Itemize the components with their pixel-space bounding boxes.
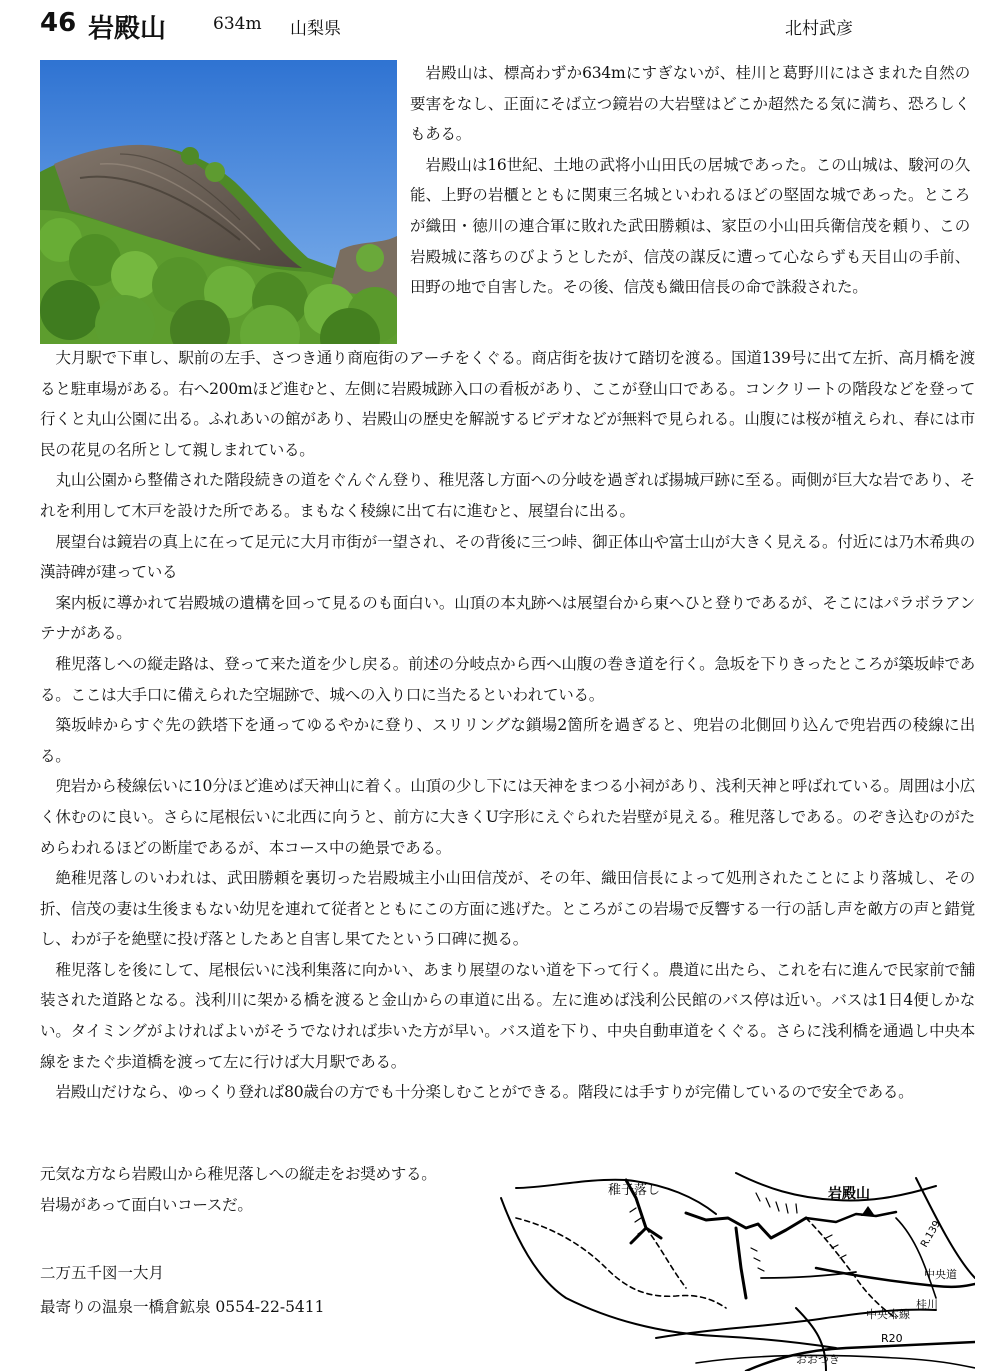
body-paragraph: 岩殿山だけなら、ゆっくり登れば80歳台の方でも十分楽しむことができる。階段には手すりが完備しているので安全である。: [55, 1083, 914, 1102]
map-label-iwadono: 岩殿山: [828, 1186, 870, 1202]
page-header: [40, 8, 960, 48]
intro-text: [410, 58, 970, 303]
closing-line: 元気な方なら岩殿山から稚児落しへの縦走をお奨めする。: [40, 1165, 437, 1183]
body-paragraph: 稚児落しを後にして、尾根伝いに浅利集落に向かい、あまり展望のない道を下って行く。農道に出たら、これを右に進んで民家前で舗装された道路となる。浅利川に架かる橋を渡ると金山からの車道に出る。左に進めば浅利公民館のバス停は近い。バスは1日4便しかない。タイミングがよければよいがそうでなければ歩いた方が早い。バス道を下り、中央自動車道をくぐる。さらに浅利橋を通過し中央本線をまたぐ歩道橋を渡って左に行けば大月駅である。: [40, 960, 975, 1071]
course-number: 46: [40, 8, 77, 38]
map-label-otsuki: おおつき: [796, 1353, 840, 1366]
closing-line: 岩場があって面白いコースだ。: [40, 1195, 253, 1214]
intro-paragraph: 岩殿山は16世紀、土地の武将小山田氏の居城であった。この山城は、駿河の久能、上野の岩櫃とともに関東三名城といわれるほどの堅固な城であった。ところが織田・徳川の連合軍に敗れた武田勝頼は、家臣の小山田兵衛信茂を頼り、この岩殿城に落ちのびようとしたが、信茂の謀反に遭って心ならずも天目山の手前、田野の地で自害した。その後、信茂も織田信長の命で誅殺された。: [410, 155, 970, 297]
body-paragraph: 兜岩から稜線伝いに10分ほど進めば天神山に着く。山頂の少し下には天神をまつる小祠があり、浅利天神と呼ばれている。周囲は小広く休むのに良い。さらに尾根伝いに北西に向うと、前方に大きくU字形にえぐられた岩壁が見える。稚児落しである。のぞき込むのがためらわれるほどの断崖であるが、本コース中の絶景である。: [40, 777, 975, 857]
prefecture: 山梨県: [290, 19, 341, 39]
map-label-katsura: 桂川: [916, 1298, 938, 1311]
map-label-r139: R.139: [919, 1219, 944, 1250]
intro-paragraph: 岩殿山は、標高わずか634mにすぎないが、桂川と葛野川にはさまれた自然の要害をなし、正面にそば立つ鏡岩の大岩壁はどこか超然たる気に満ち、恐ろしくもある。: [410, 64, 970, 144]
map-label-r20: R20: [881, 1332, 903, 1345]
reference-info: [40, 1256, 325, 1324]
body-paragraph: 案内板に導かれて岩殿城の遺構を回って見るのも面白い。山頂の本丸跡へは展望台から東へひと登りであるが、そこにはパラボラアンテナがある。: [40, 593, 975, 643]
mountain-photo: [40, 60, 397, 344]
map-sheet: 二万五千図一大月: [40, 1264, 165, 1282]
route-map: [496, 1158, 975, 1371]
body-paragraph: 大月駅で下車し、駅前の左手、さつき通り商庖街のアーチをくぐる。商店街を抜けて踏切を渡る。国道139号に出て左折、高月橋を渡ると駐車場がある。右へ200mほど進むと、左側に岩殿城跡入口の看板があり、ここが登山口である。コンクリートの階段などを登って行くと丸山公園に出る。ふれあいの館があり、岩殿山の歴史を解説するビデオなどが無料で見られる。山腹には桜が植えられ、春には市民の花見の名所として親しまれている。: [40, 349, 975, 459]
body-paragraph: 絶稚児落しのいわれは、武田勝頼を裏切った岩殿城主小山田信茂が、その年、織田信長によって処刑されたことにより落城し、その折、信茂の妻は生後まもない幼児を連れて従者とともにこの方面に逃げた。ところがこの岩場で反響する一行の話し声を敵方の声と錯覚し、わが子を絶壁に投げ落としたあと自害し果てたという口碑に拠る。: [40, 869, 975, 949]
nearest-onsen: 最寄りの温泉一橋倉鉱泉 0554-22-5411: [40, 1298, 325, 1316]
body-paragraph: 展望台は鏡岩の真上に在って足元に大月市街が一望され、その背後に三つ峠、御正体山や富士山が大きく見える。付近には乃木希典の漢詩碑が建っている: [40, 532, 975, 582]
main-text: [40, 343, 975, 1108]
closing-text: [40, 1159, 480, 1220]
map-label-chigo: 稚子落し: [608, 1183, 661, 1198]
body-paragraph: 稚児落しへの縦走路は、登って来た道を少し戻る。前述の分岐点から西へ山腹の巻き道を行く。急坂を下りきったところが築坂峠である。ここは大手口に備えられた空堀跡で、城への入り口に当たるといわれている。: [40, 654, 975, 704]
body-paragraph: 築坂峠からすぐ先の鉄塔下を通ってゆるやかに登り、スリリングな鎖場2箇所を過ぎると、兜岩の北側回り込んで兜岩西の稜線に出る。: [40, 716, 975, 765]
author-name: 北村武彦: [785, 19, 853, 39]
mountain-name: 岩殿山: [88, 14, 167, 44]
map-label-chuo-sen: 中央本線: [866, 1308, 910, 1321]
body-paragraph: 丸山公園から整備された階段続きの道をぐんぐん登り、稚児落し方面への分岐を過ぎれば揚城戸跡に至る。両側が巨大な岩であり、それを利用して木戸を設けた所である。まもなく稜線に出て右に進むと、展望台に出る。: [40, 471, 975, 520]
elevation: 634m: [213, 14, 262, 34]
map-label-chuo-do: 中央道: [924, 1268, 957, 1281]
